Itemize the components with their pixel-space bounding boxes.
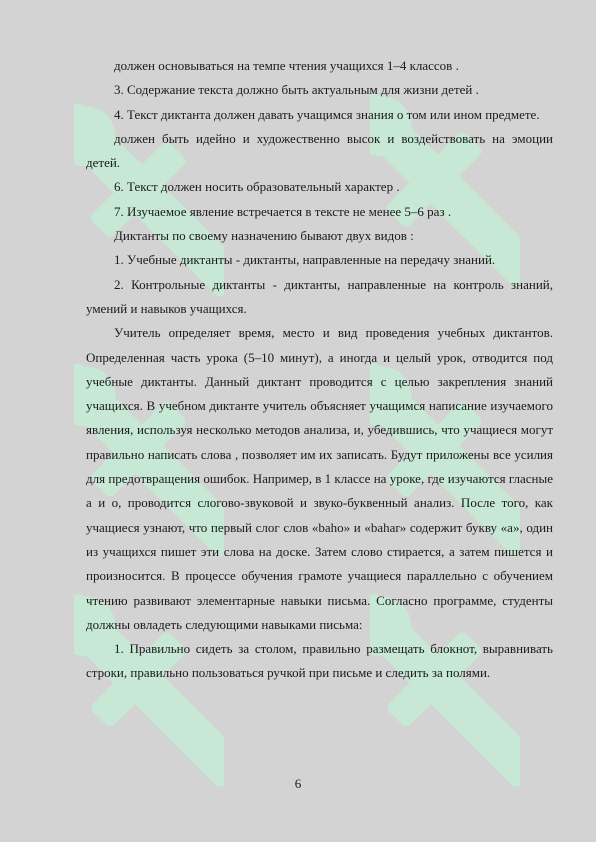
paragraph: Диктанты по своему назначению бывают двух видов : [114,228,414,244]
document-body [86,54,553,686]
page-number: 6 [294,776,302,791]
paragraph: 4. Текст диктанта должен давать учащимся знания о том или ином предмете. [114,106,540,122]
paragraph: 7. Изучаемое явление встречается в тексте не менее 5–6 раз . [114,203,452,219]
paragraph: 1. Учебные диктанты - диктанты, направленные на передачу знаний. [114,252,496,268]
paragraph: Учитель определяет время, место и вид проведения учебных диктантов. Определенная часть урока (5–10 минут), а иногда и целый урок, отводится под учебные диктанты. Данный диктант проводится с целью закрепления знаний учащихся. В учебном диктанте учитель объясняет учащимся написание изучаемого явления, используя несколько методов анализа, и, убедившись, что учащиеся могут правильно написать слова , позволяет им их записать. Будут приложены все усилия для предотвращения ошибок. Например, в 1 классе на уроке, где изучаются гласные а и о, проводится слогово-звуковой и звуко-буквенный анализ. После того, как учащиеся узнают, что первый слог слов «baho» и «bahar» содержит букву «а», один из учащихся пишет эти слова на доске. Затем слово стирается, а затем пишется и произносится. В процессе обучения грамоте учащиеся параллельно с обучением чтению развивают элементарные навыки письма. Согласно программе, студенты должны овладеть следующими навыками письма: [86,325,553,632]
paragraph: 6. Текст должен носить образовательный характер . [114,179,400,195]
paragraph: 3. Содержание текста должно быть актуальным для жизни детей . [114,82,479,98]
paragraph: 2. Контрольные диктанты - диктанты, направленные на контроль знаний, умений и навыков учащихся. [86,276,553,316]
paragraph: должен быть идейно и художественно высок и воздействовать на эмоции детей. [86,130,553,171]
paragraph: 1. Правильно сидеть за столом, правильно размещать блокнот, выравнивать строки, правильно пользоваться ручкой при письме и следить за полями. [86,641,553,681]
paragraph: должен основываться на темпе чтения учащихся 1–4 классов . [114,58,459,73]
